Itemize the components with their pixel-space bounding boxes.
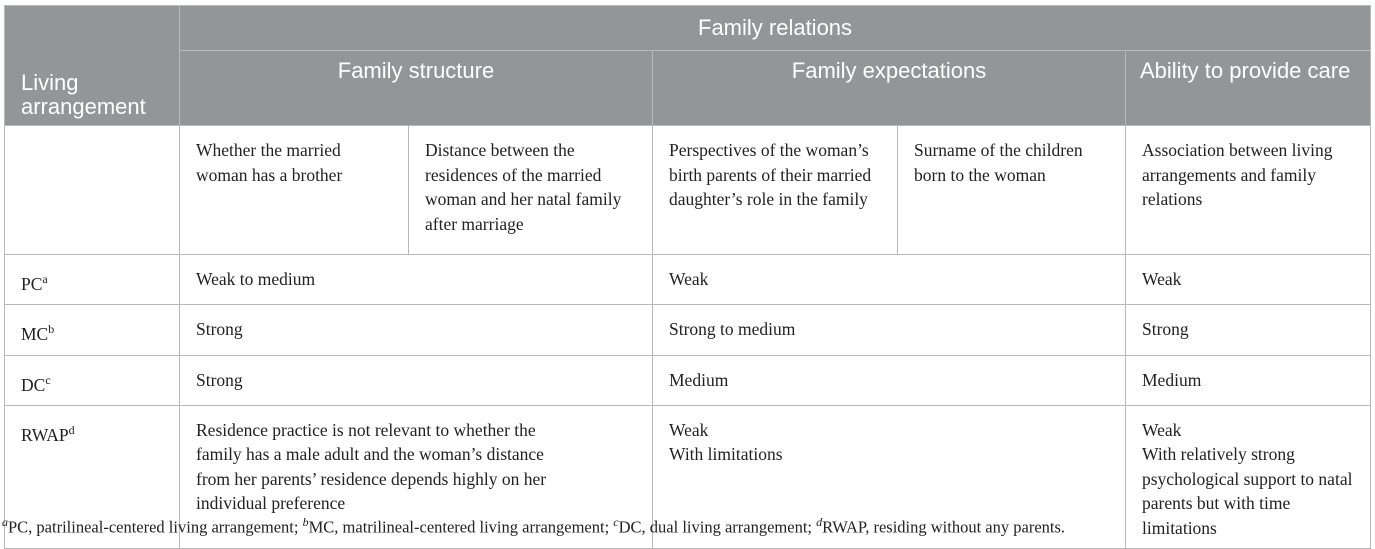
subheader-cell: Surname of the children born to the woman	[898, 126, 1126, 255]
table-row	[5, 355, 1371, 405]
care-cell: Strong	[1126, 305, 1371, 355]
subheader-cell: Association between living arrangements and family relations	[1126, 126, 1371, 255]
header-living-arrangement: Living arrangement	[5, 6, 180, 126]
table-row	[5, 255, 1371, 305]
expectations-cell: Medium	[653, 355, 1126, 405]
subheader-cell: Whether the married woman has a brother	[180, 126, 409, 255]
header-family-expectations: Family expectations	[653, 51, 1126, 126]
row-label: $DC^c$	[5, 355, 180, 405]
structure-cell: Strong	[180, 355, 653, 405]
row-label: RWAP$^d$	[5, 405, 180, 549]
row-label: $MC^b$	[5, 305, 180, 355]
structure-cell: Weak to medium	[180, 255, 653, 305]
table-row	[5, 305, 1371, 355]
expectations-cell: Weak	[653, 255, 1126, 305]
living-arrangement-table	[4, 5, 1371, 549]
subheader-cell	[5, 126, 180, 255]
header-family-relations: Family relations	[180, 6, 1371, 51]
care-cell: Weak With relatively strong psychological support to natal parents but with time limitations	[1126, 405, 1371, 549]
row-label: $PC^a$	[5, 255, 180, 305]
care-cell: Weak	[1126, 255, 1371, 305]
expectations-cell: Weak With limitations	[653, 405, 1126, 549]
structure-cell: Strong	[180, 305, 653, 355]
subheader-row	[5, 126, 1371, 255]
subheader-cell: Distance between the residences of the married woman and her natal family after marriage	[409, 126, 653, 255]
header-family-structure: Family structure	[180, 51, 653, 126]
table-footnote: $^a$PC, patrilineal-centered living arrangement; $^b$MC, matrilineal-centered living arrangement; $^c$DC, dual living arrangement; $^d$RWAP, residing without any parents.	[2, 515, 1066, 537]
table-container	[4, 5, 1370, 549]
header-ability-to-provide-care: Ability to provide care	[1126, 51, 1371, 126]
care-cell: Medium	[1126, 355, 1371, 405]
structure-cell: Residence practice is not relevant to whether the family has a male adult and the woman’s distance from her parents’ residence depends highly on her individual preference	[180, 405, 653, 549]
subheader-cell: Perspectives of the woman’s birth parents of their married daughter’s role in the family	[653, 126, 898, 255]
expectations-cell: Strong to medium	[653, 305, 1126, 355]
